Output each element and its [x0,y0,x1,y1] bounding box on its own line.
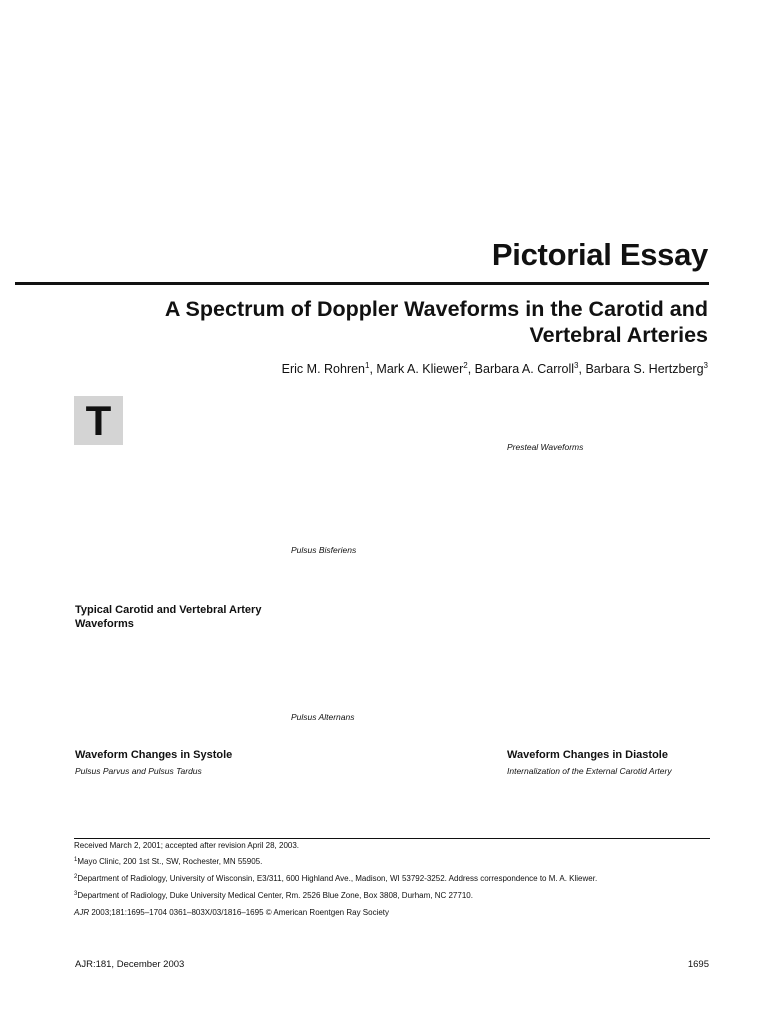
affiliation-marker: 2 [463,361,468,370]
subheading-alternans: Pulsus Alternans [291,712,355,722]
author-separator: , [369,362,377,376]
heading-systole: Waveform Changes in Systole [75,749,233,761]
affiliation-marker: 3 [574,361,579,370]
footer-journal: AJR:181, December 2003 [75,959,185,970]
author-separator: , [578,362,586,376]
article-title [60,296,708,348]
subheading-systole: Pulsus Parvus and Pulsus Tardus [75,766,202,776]
footnote-text: Department of Radiology, Duke University Medical Center, Rm. 2526 Blue Zone, Box 3808, Durham, NC 27710. [77,891,473,900]
heading-typical-waveforms [75,603,261,631]
author-name: Barbara A. Carroll [474,362,575,376]
footnote-marker: 2 [74,874,78,880]
heading-diastole: Waveform Changes in Diastole [507,749,668,761]
footnote-marker: 1 [74,857,78,863]
citation-journal: AJR [74,908,90,917]
footnote-received: Received March 2, 2001; accepted after revision April 28, 2003. [74,841,300,850]
title-line-1: A Spectrum of Doppler Waveforms in the Carotid and [164,297,708,321]
heading-line-1: Typical Carotid and Vertebral Artery [75,604,262,616]
footnote-citation [74,908,389,917]
footnote-affiliation-2 [74,874,597,883]
affiliation-marker: 3 [703,361,708,370]
affiliation-marker: 1 [365,361,370,370]
subheading-presteal: Presteal Waveforms [507,442,584,452]
heading-line-2: Waveforms [75,618,134,630]
author-separator: , [467,362,475,376]
footnote-affiliation-3 [74,891,473,900]
section-label: Pictorial Essay [491,237,708,272]
subheading-bisferiens: Pulsus Bisferiens [291,545,357,555]
author-name: Eric M. Rohren [281,362,366,376]
footnote-affiliation-1 [74,857,262,866]
drop-cap: T [74,396,123,445]
page-number: 1695 [687,959,709,970]
footnote-marker: 3 [74,891,78,897]
footnote-rule [74,838,710,839]
author-list [282,361,708,376]
author-name: Mark A. Kliewer [376,362,464,376]
header-rule [15,282,709,285]
footnote-text: Department of Radiology, University of Wisconsin, E3/311, 600 Highland Ave., Madison, WI 53792-3252. Address correspondence to M. A. Kliewer. [77,874,598,883]
citation-text: 2003;181:1695–1704 0361–803X/03/1816–1695 © American Roentgen Ray Society [89,908,390,917]
title-line-2: Vertebral Arteries [529,323,708,347]
subheading-diastole: Internalization of the External Carotid Artery [507,766,672,776]
author-name: Barbara S. Hertzberg [585,362,704,376]
footnote-text: Mayo Clinic, 200 1st St., SW, Rochester, MN 55905. [77,857,263,866]
